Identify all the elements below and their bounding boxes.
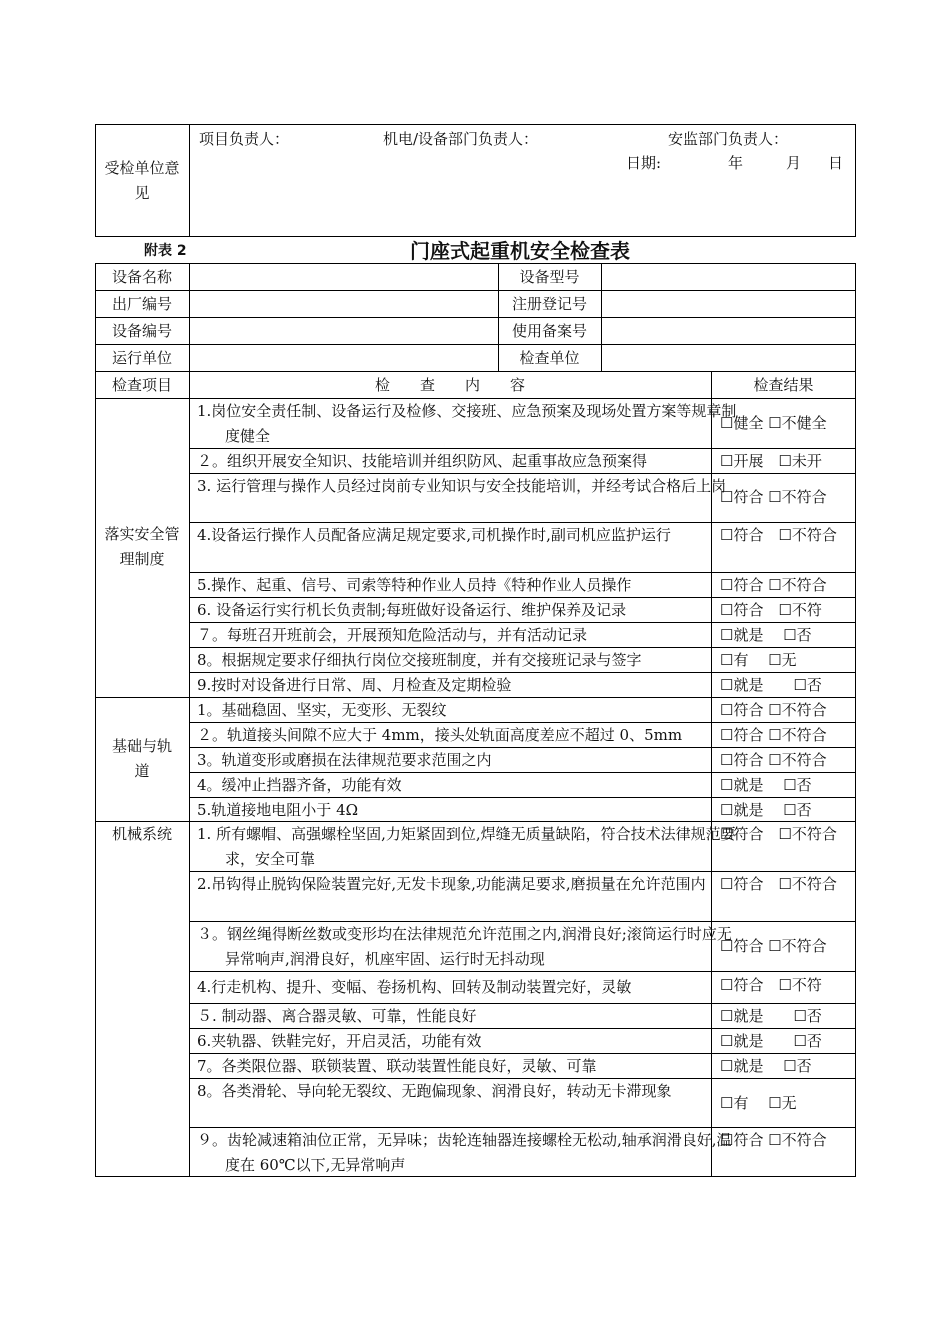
- check-result: ☐就是 ☐否: [720, 676, 822, 694]
- row-line: [189, 971, 856, 972]
- check-result: ☐就是 ☐否: [720, 1032, 822, 1050]
- check-result: ☐开展 ☐未开: [720, 452, 822, 470]
- date-label: 日期:: [626, 154, 662, 172]
- check-result: ☐就是 ☐否: [720, 626, 812, 644]
- check-result: ☐符合 ☐不符合: [720, 576, 827, 594]
- row-line: [95, 344, 856, 345]
- check-content: 8。根据规定要求仔细执行岗位交接班制度，并有交接班记录与签字: [197, 651, 642, 669]
- check-result: ☐符合 ☐不符合: [720, 751, 827, 769]
- check-result: ☐符合 ☐不符合: [720, 726, 827, 744]
- check-result: ☐符合 ☐不符合: [720, 701, 827, 719]
- attachment-label: 附表 2: [144, 243, 187, 259]
- col-line: [601, 263, 602, 371]
- opinion-divider: [189, 124, 190, 237]
- mech-lead-label: 机电/设备部门负责人：: [383, 130, 539, 148]
- check-result: ☐就是 ☐否: [720, 1057, 812, 1075]
- operator-label: 运行单位: [111, 349, 172, 367]
- check-result: ☐有 ☐无: [720, 651, 797, 669]
- page-title: 门座式起重机安全检查表: [410, 239, 630, 263]
- factory-no-label: 出厂编号: [111, 295, 172, 313]
- check-content: 6. 设备运行实行机长负责制;每班做好设备运行、维护保养及记录: [197, 601, 627, 619]
- inspector-label: 检查单位: [519, 349, 580, 367]
- device-model-label: 设备型号: [519, 268, 580, 286]
- opinion-label: 受检单位意见: [104, 159, 180, 202]
- check-content: 7。各类限位器、联锁装置、联动装置性能良好，灵敏、可靠: [197, 1057, 597, 1075]
- date-year: 年: [728, 154, 744, 172]
- check-content: 4.行走机构、提升、变幅、卷扬机构、回转及制动装置完好，灵敏: [197, 978, 632, 996]
- date-month: 月: [786, 154, 802, 172]
- row-line: [95, 371, 856, 372]
- header-content: 检 查 内 容: [374, 376, 525, 394]
- date-day: 日: [828, 154, 844, 172]
- check-content: ７。每班召开班前会，开展预知危险活动与，并有活动记录: [197, 626, 588, 644]
- section-label-foundation: 基础与轨道: [111, 737, 172, 780]
- check-result: ☐符合 ☐不符合: [720, 937, 827, 955]
- check-content: 4。缓冲止挡器齐备，功能有效: [197, 776, 402, 794]
- check-result: ☐符合 ☐不符合: [720, 825, 837, 843]
- check-content: 1。基础稳固、坚实，无变形、无裂纹: [197, 701, 447, 719]
- row-line: [95, 290, 856, 291]
- check-content: ９。齿轮减速箱油位正常，无异味；齿轮连轴器连接螺栓无松动,轴承润滑良好,温度在 60℃以下,无异常响声: [197, 1131, 732, 1174]
- check-content: 3. 运行管理与操作人员经过岗前专业知识与安全技能培训，并经考试合格后上岗: [197, 477, 727, 495]
- col-line: [189, 263, 190, 1177]
- check-content: 1.岗位安全责任制、设备运行及检修、交接班、应急预案及现场处置方案等规章制度健全: [197, 402, 737, 445]
- check-content: ３。钢丝绳得断丝数或变形均在法律规范允许范围之内,润滑良好;滚筒运行时应无异常响声,润滑良好，机座牢固、运行时无抖动现: [197, 925, 732, 968]
- device-no-label: 设备编号: [111, 322, 172, 340]
- filing-no-label: 使用备案号: [511, 322, 587, 340]
- check-result: ☐符合 ☐不符合: [720, 875, 837, 893]
- check-content: 5.操作、起重、信号、司索等特种作业人员持《特种作业人员操作: [197, 576, 632, 594]
- check-content: 6.夹轨器、铁鞋完好，开启灵活，功能有效: [197, 1032, 482, 1050]
- check-content: 5.轨道接地电阻小于 4Ω: [197, 801, 359, 819]
- check-content: ２。轨道接头间隙不应大于 4mm，接头处轨面高度差应不超过 0、5mm: [197, 726, 683, 744]
- check-content: 9.按时对设备进行日常、周、月检查及定期检验: [197, 676, 512, 694]
- row-line: [95, 317, 856, 318]
- check-result: ☐就是 ☐否: [720, 1007, 822, 1025]
- safety-lead-label: 安监部门负责人：: [668, 130, 789, 148]
- register-no-label: 注册登记号: [511, 295, 587, 313]
- check-result: ☐符合 ☐不符: [720, 976, 822, 994]
- check-result: ☐就是 ☐否: [720, 801, 812, 819]
- check-result: ☐符合 ☐不符: [720, 601, 822, 619]
- check-result: ☐有 ☐无: [720, 1094, 797, 1112]
- section-label-management: 落实安全管理制度: [104, 525, 180, 568]
- header-result: 检查结果: [753, 376, 814, 394]
- device-name-label: 设备名称: [111, 268, 172, 286]
- header-item: 检查项目: [111, 376, 172, 394]
- check-content: ２。组织开展安全知识、技能培训并组织防风、起重事故应急预案得: [197, 452, 648, 470]
- check-result: ☐符合 ☐不符合: [720, 488, 827, 506]
- check-result: ☐健全 ☐不健全: [720, 414, 827, 432]
- check-result: ☐符合 ☐不符合: [720, 1131, 827, 1149]
- check-content: ５. 制动器、离合器灵敏、可靠，性能良好: [197, 1007, 477, 1025]
- check-content: 1. 所有螺帽、高强螺栓坚固,力矩紧固到位,焊缝无质量缺陷，符合技术法律规范要求，安全可靠: [197, 825, 736, 868]
- section-label-mechanical: 机械系统: [111, 825, 172, 843]
- check-content: 8。各类滑轮、导向轮无裂纹、无跑偏现象、润滑良好，转动无卡滞现象: [197, 1082, 672, 1100]
- check-content: 3。轨道变形或磨损在法律规范要求范围之内: [197, 751, 492, 769]
- check-content: 2.吊钩得止脱钩保险装置完好,无发卡现象,功能满足要求,磨损量在允许范围内: [197, 875, 706, 893]
- check-result: ☐就是 ☐否: [720, 776, 812, 794]
- project-lead-label: 项目负责人：: [199, 130, 290, 148]
- check-result: ☐符合 ☐不符合: [720, 526, 837, 544]
- check-content: 4.设备运行操作人员配备应满足规定要求,司机操作时,副司机应监护运行: [197, 526, 671, 544]
